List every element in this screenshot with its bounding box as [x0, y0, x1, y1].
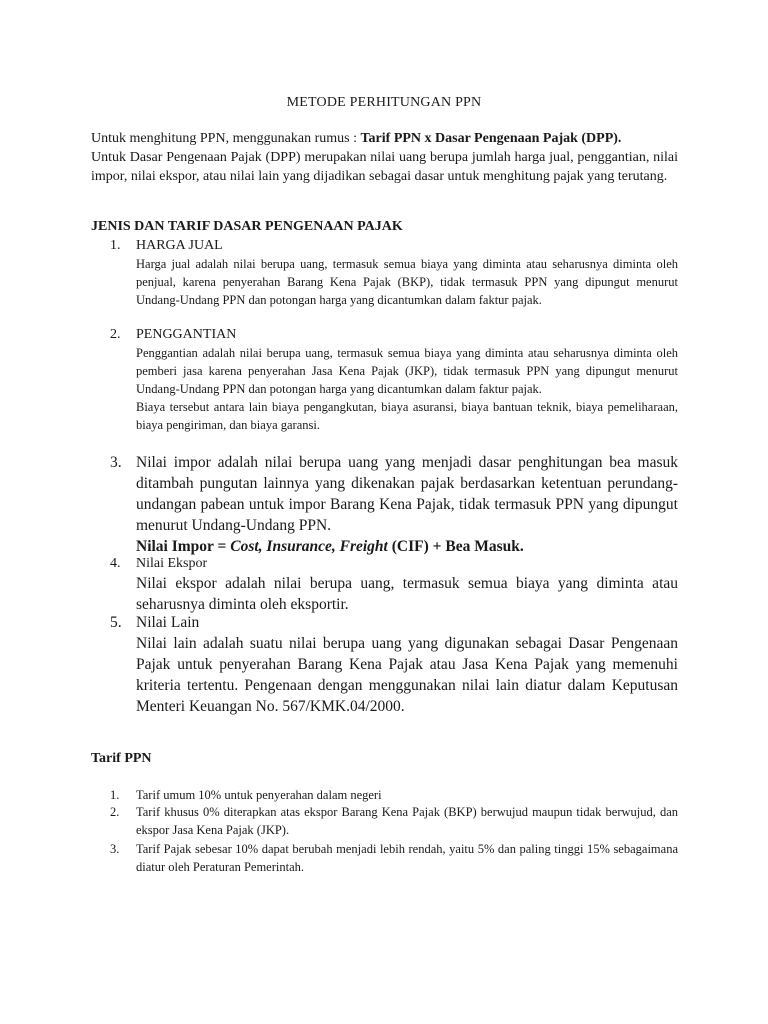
item-text: Nilai impor adalah nilai berupa uang yang menjadi dasar penghitungan bea masuk ditambah pungutan lainnya yang dikenakan pajak berdasarkan ketentuan perundang-undangan pabean untuk impor Barang Kena Pajak, tidak termasuk PPN yang dipungut menurut Undang-Undang PPN.	[136, 454, 678, 534]
tarif-number: 1.	[110, 788, 120, 802]
item-number: 5.	[110, 614, 122, 631]
item-heading: Nilai Lain	[136, 614, 200, 631]
tarif-number: 3.	[110, 842, 120, 856]
tarif-text: Tarif Pajak sebesar 10% dapat berubah menjadi lebih rendah, yaitu 5% dan paling tinggi 15% sebagaimana diatur oleh Peraturan Pemerintah.	[136, 842, 678, 874]
item-text: Harga jual adalah nilai berupa uang, termasuk semua biaya yang diminta atau seharusnya diminta oleh penjual, karena penyerahan Barang Kena Pajak (BKP), tidak termasuk PPN yang dipungut menurut Undang-Undang PPN dan potongan harga yang dicantumkan dalam faktur pajak.	[136, 257, 678, 307]
formula-part-a: Nilai Impor =	[136, 538, 231, 555]
list-item	[110, 555, 678, 615]
tarif-item	[110, 786, 678, 804]
tarif-item	[110, 803, 678, 839]
item-text-2: Biaya tersebut antara lain biaya pengangkutan, biaya asuransi, biaya bantuan teknik, biaya pemeliharaan, biaya pengiriman, dan biaya garansi.	[136, 400, 678, 432]
item-number: 2.	[110, 327, 121, 342]
page-title: METODE PERHITUNGAN PPN	[286, 95, 482, 110]
nilai-impor-formula	[136, 536, 678, 557]
intro-paragraph	[91, 129, 678, 186]
tarif-text: Tarif umum 10% untuk penyerahan dalam negeri	[136, 788, 382, 802]
tarif-item	[110, 840, 678, 876]
item-text: Penggantian adalah nilai berupa uang, termasuk semua biaya yang diminta atau seharusnya diminta oleh pemberi jasa karena penyerahan Jasa Kena Pajak (JKP), tidak termasuk PPN yang dipungut menurut Undang-Undang PPN dan potongan harga yang dicantumkan dalam faktur pajak.	[136, 346, 678, 396]
section-heading-tarif: Tarif PPN	[91, 751, 152, 766]
formula-part-b: Cost, Insurance, Freight	[230, 538, 388, 555]
item-number: 3.	[110, 454, 122, 471]
intro-text: Untuk Dasar Pengenaan Pajak (DPP) merupakan nilai uang berupa jumlah harga jual, penggantian, nilai impor, nilai ekspor, atau nilai lain yang dijadikan sebagai dasar untuk menghitung pajak yang terutang.	[91, 150, 678, 184]
item-heading: HARGA JUAL	[136, 238, 223, 253]
list-item	[110, 612, 678, 717]
tarif-text: Tarif khusus 0% diterapkan atas ekspor Barang Kena Pajak (BKP) berwujud maupun tidak berwujud, dan ekspor Jasa Kena Pajak (JKP).	[136, 805, 678, 837]
item-text: Nilai lain adalah suatu nilai berupa uang yang digunakan sebagai Dasar Pengenaan Pajak untuk penyerahan Barang Kena Pajak atau Jasa Kena Pajak yang memenuhi kriteria tertentu. Pengenaan dengan menggunakan nilai lain diatur dalam Keputusan Menteri Keuangan No. 567/KMK.04/2000.	[136, 635, 678, 715]
item-heading: PENGGANTIAN	[136, 327, 237, 342]
section-heading-jenis: JENIS DAN TARIF DASAR PENGENAAN PAJAK	[91, 219, 403, 234]
intro-prefix: Untuk menghitung PPN, menggunakan rumus :	[91, 131, 361, 146]
item-number: 4.	[110, 556, 121, 571]
tarif-number: 2.	[110, 805, 120, 819]
item-number: 1.	[110, 238, 121, 253]
item-heading: Nilai Ekspor	[136, 556, 208, 571]
list-item	[110, 452, 678, 557]
list-item	[110, 237, 678, 309]
intro-formula: Tarif PPN x Dasar Pengenaan Pajak (DPP).	[360, 131, 622, 146]
formula-part-c: (CIF) + Bea Masuk.	[387, 538, 524, 555]
item-text: Nilai ekspor adalah nilai berupa uang, termasuk semua biaya yang diminta atau seharusnya diminta oleh eksportir.	[136, 575, 678, 613]
list-item	[110, 326, 678, 434]
